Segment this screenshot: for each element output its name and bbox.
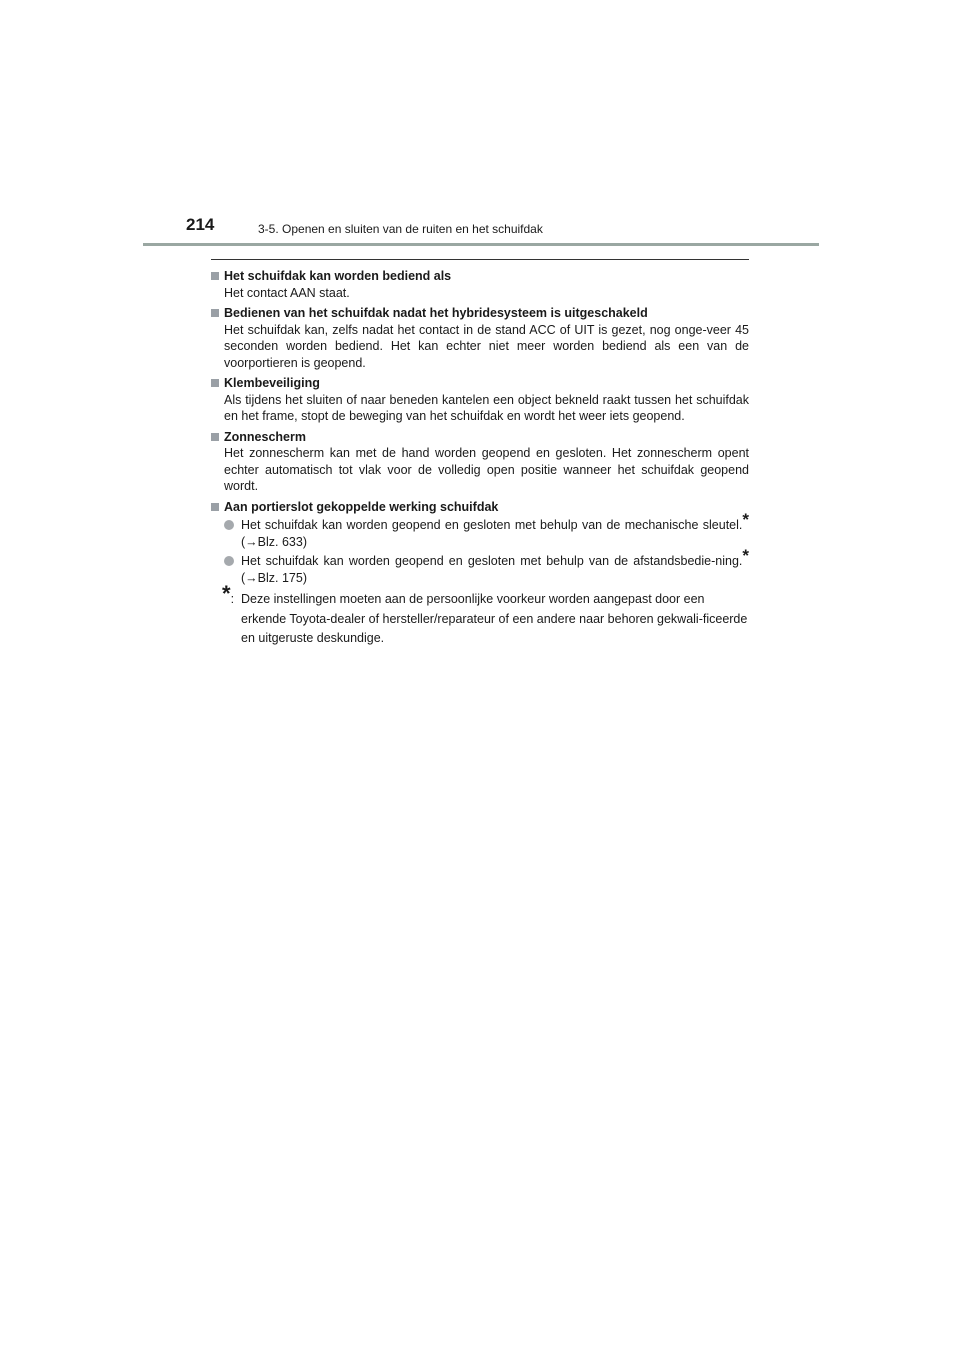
- section-operation-conditions: [211, 268, 749, 301]
- square-bullet-icon: [211, 272, 219, 280]
- footnote-mark: [222, 581, 235, 610]
- section-body: Het contact AAN staat.: [224, 285, 350, 300]
- footnote-star: *: [742, 546, 749, 565]
- bullet-text: Het schuifdak kan worden geopend en gesloten met behulp van de afstandsbedie-ning.: [241, 554, 743, 568]
- page-number: 214: [186, 215, 215, 234]
- round-bullet-icon: [224, 556, 234, 566]
- section-sunshade: [211, 429, 749, 495]
- section-heading: [211, 429, 749, 446]
- heading-text: Het schuifdak kan worden bediend als: [224, 269, 452, 283]
- footnote-text: Deze instellingen moeten aan de persoonlijke voorkeur worden aangepast door een erkende Toyota-dealer of hersteller/reparateur of een andere naar behoren gekwali-ficeerde en uitgeruste deskundige.: [241, 592, 748, 645]
- heading-text: Klembeveiliging: [224, 376, 320, 390]
- bullet-text: Het schuifdak kan worden geopend en gesloten met behulp van de mechanische sleutel.: [241, 518, 743, 532]
- section-heading: [211, 499, 749, 516]
- section-heading: [211, 268, 749, 285]
- page-reference: (→Blz. 175): [241, 570, 307, 585]
- section-door-lock-linked: [211, 499, 749, 587]
- section-body: Het zonnescherm kan met de hand worden geopend en gesloten. Het zonnescherm opent echter automatisch tot vlak voor de volledig open positie wanneer het schuifdak geopend wordt.: [224, 446, 749, 493]
- section-heading: [211, 375, 749, 392]
- footnote-star: *: [742, 510, 749, 529]
- square-bullet-icon: [211, 503, 219, 511]
- content: [211, 268, 749, 649]
- section-heading: [211, 305, 749, 322]
- footnote: [211, 581, 749, 649]
- heading-text: Bedienen van het schuifdak nadat het hybridesysteem is uitgeschakeld: [224, 306, 648, 320]
- square-bullet-icon: [211, 309, 219, 317]
- section-jam-protection: [211, 375, 749, 425]
- page-reference: (→Blz. 633): [241, 534, 307, 549]
- heading-text: Aan portierslot gekoppelde werking schuifdak: [224, 499, 499, 514]
- footnote-colon: :: [230, 592, 235, 606]
- square-bullet-icon: [211, 379, 219, 387]
- section-title: 3-5. Openen en sluiten van de ruiten en het schuifdak: [258, 222, 543, 236]
- list-item: [211, 546, 749, 586]
- content-rule: [211, 259, 749, 260]
- heading-text: Zonnescherm: [224, 429, 306, 444]
- section-after-hybrid-off: [211, 305, 749, 371]
- header-rule: [143, 243, 819, 246]
- round-bullet-icon: [224, 520, 234, 530]
- square-bullet-icon: [211, 433, 219, 441]
- footnote-star: *: [222, 581, 231, 606]
- list-item: [211, 510, 749, 550]
- section-body: Als tijdens het sluiten of naar beneden kantelen een object bekneld raakt tussen het schuifdak en het frame, stopt de beweging van het schuifdak en wordt het weer iets geopend.: [224, 392, 749, 423]
- section-body: Het schuifdak kan, zelfs nadat het contact in de stand ACC of UIT is gezet, nog onge-veer 45 seconden worden bediend. Het kan echter niet meer worden bediend als een van de voorportieren is geopend.: [224, 322, 749, 370]
